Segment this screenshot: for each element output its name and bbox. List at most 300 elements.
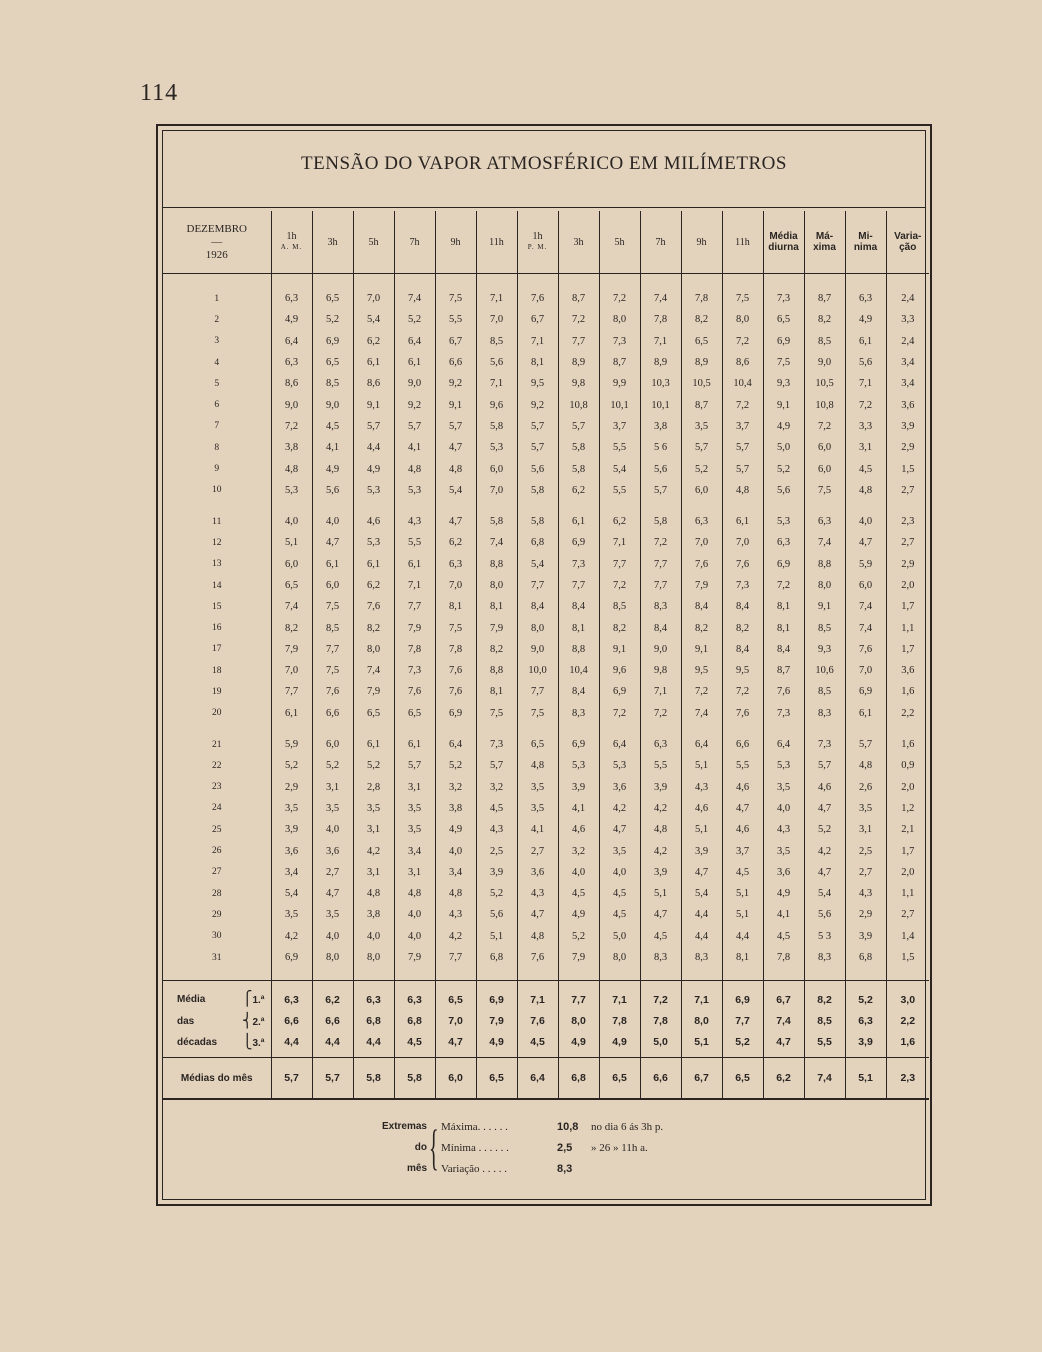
value-cell: 7,2 (640, 981, 681, 1011)
page-number: 114 (140, 80, 179, 106)
spacer-cell (163, 274, 271, 289)
day-cell: 27 (212, 867, 222, 878)
table-row (163, 681, 929, 702)
value-cell: 6,5 (353, 703, 394, 724)
value-cell: 7,2 (558, 309, 599, 330)
table-row (163, 734, 929, 755)
value-cell: 9,3 (804, 639, 845, 660)
table-row (163, 352, 929, 373)
value-cell: 7,8 (640, 1011, 681, 1032)
value-cell: 6,3 (394, 981, 435, 1011)
value-cell: 6,5 (435, 981, 476, 1011)
column-header (394, 211, 435, 274)
value-cell: 4,0 (353, 926, 394, 947)
value-cell: 4,4 (312, 1032, 353, 1058)
value-cell: 7,2 (640, 532, 681, 553)
value-cell: 8,1 (763, 617, 804, 638)
value-cell: 4,0 (845, 511, 886, 532)
value-cell: 6,3 (640, 734, 681, 755)
extremes-min-key: Mínima . . . . . . (441, 1142, 509, 1154)
decade-row (163, 1032, 929, 1058)
value-cell: 8,5 (804, 617, 845, 638)
value-cell: 8,5 (804, 681, 845, 702)
value-cell: 8,1 (476, 596, 517, 617)
value-cell: 2,3 (886, 1058, 929, 1100)
value-cell: 4,2 (640, 840, 681, 861)
value-cell: 3,5 (353, 798, 394, 819)
value-cell: 4,7 (435, 511, 476, 532)
value-cell: 4,7 (435, 437, 476, 458)
value-cell: 3,6 (271, 840, 312, 861)
value-cell: 6,3 (845, 288, 886, 309)
value-cell: 7,6 (435, 681, 476, 702)
value-cell: 3,8 (271, 437, 312, 458)
spacer-cell (599, 274, 640, 289)
spacer-cell (476, 501, 517, 511)
value-cell: 8,7 (558, 288, 599, 309)
value-cell: 7,2 (722, 681, 763, 702)
spacer-cell (845, 501, 886, 511)
value-cell: 5,1 (681, 1032, 722, 1058)
value-cell: 1,7 (886, 639, 929, 660)
value-cell: 8,6 (353, 373, 394, 394)
value-cell: 5,7 (476, 755, 517, 776)
spacer-cell (394, 274, 435, 289)
value-cell: 6,1 (845, 331, 886, 352)
value-cell: 5,2 (476, 883, 517, 904)
day-cell: 19 (212, 686, 222, 697)
spacer-cell (804, 274, 845, 289)
value-cell: 3,2 (558, 840, 599, 861)
value-cell: 6,9 (558, 734, 599, 755)
value-cell: 6,3 (353, 981, 394, 1011)
value-cell: 7,2 (599, 575, 640, 596)
value-cell: 5,1 (845, 1058, 886, 1100)
day-cell: 1 (214, 293, 220, 304)
value-cell: 4,5 (517, 1032, 558, 1058)
value-cell: 5,6 (845, 352, 886, 373)
value-cell: 4,5 (763, 926, 804, 947)
value-cell: 6,6 (271, 1011, 312, 1032)
column-header (312, 211, 353, 274)
spacer-cell (435, 501, 476, 511)
value-cell: 3,5 (271, 904, 312, 925)
value-cell: 6,0 (804, 437, 845, 458)
value-cell: 6,3 (681, 511, 722, 532)
value-cell: 5,6 (763, 480, 804, 501)
value-cell: 5,2 (353, 755, 394, 776)
value-cell: 9,0 (517, 639, 558, 660)
spacer-cell (845, 724, 886, 734)
value-cell: 5,4 (353, 309, 394, 330)
value-cell: 5,4 (271, 883, 312, 904)
value-cell: 8,5 (804, 1011, 845, 1032)
column-header-sub: diurna (768, 242, 799, 253)
value-cell: 5,9 (845, 554, 886, 575)
value-cell: 6,1 (394, 734, 435, 755)
value-cell: 4,1 (558, 798, 599, 819)
value-cell: 7,8 (763, 947, 804, 968)
value-cell: 7,0 (476, 309, 517, 330)
column-header-main: Varia- (894, 231, 922, 242)
value-cell: 6,4 (271, 331, 312, 352)
value-cell: 3,9 (640, 862, 681, 883)
spacer-cell (271, 274, 312, 289)
value-cell: 7,1 (394, 575, 435, 596)
extremes-var-key: Variação . . . . . (441, 1163, 507, 1175)
value-cell: 5,0 (599, 926, 640, 947)
value-cell: 2,5 (845, 840, 886, 861)
value-cell: 4,8 (394, 883, 435, 904)
value-cell: 5,6 (312, 480, 353, 501)
value-cell: 3,1 (845, 437, 886, 458)
value-cell: 4,4 (353, 437, 394, 458)
value-cell: 4,6 (722, 819, 763, 840)
value-cell: 4,2 (804, 840, 845, 861)
extremes-min-row (441, 1142, 648, 1154)
value-cell: 3,4 (886, 373, 929, 394)
value-cell: 8,4 (640, 617, 681, 638)
table-row (163, 437, 929, 458)
value-cell: 3,9 (886, 416, 929, 437)
value-cell: 3,5 (517, 798, 558, 819)
value-cell: 6,3 (271, 288, 312, 309)
value-cell: 5,6 (640, 458, 681, 479)
value-cell: 8,0 (353, 947, 394, 968)
spacer-cell (271, 501, 312, 511)
value-cell: 7,7 (312, 639, 353, 660)
day-cell: 23 (212, 782, 222, 793)
extremes-var-value: 8,3 (557, 1163, 573, 1175)
value-cell: 4,2 (435, 926, 476, 947)
value-cell: 7,2 (722, 394, 763, 415)
value-cell: 1,7 (886, 840, 929, 861)
column-header-main: 9h (450, 236, 461, 248)
value-cell: 7,7 (517, 681, 558, 702)
column-header-main: Média (769, 231, 798, 242)
value-cell: 5,3 (353, 532, 394, 553)
value-cell: 4,5 (599, 883, 640, 904)
day-cell: 5 (214, 378, 220, 389)
decade-brace: ⎩ (241, 1034, 253, 1050)
value-cell: 6,7 (435, 331, 476, 352)
value-cell: 6,0 (435, 1058, 476, 1100)
value-cell: 7,9 (681, 575, 722, 596)
spacer-cell (353, 501, 394, 511)
table-row (163, 480, 929, 501)
spacer-cell (271, 968, 312, 981)
value-cell: 7,7 (558, 331, 599, 352)
value-cell: 6,5 (763, 309, 804, 330)
value-cell: 5,8 (394, 1058, 435, 1100)
extremes-min-value: 2,5 (557, 1142, 573, 1154)
header-row (163, 211, 929, 274)
day-cell: 28 (212, 888, 222, 899)
value-cell: 7,4 (476, 532, 517, 553)
value-cell: 7,0 (435, 575, 476, 596)
value-cell: 4,3 (435, 904, 476, 925)
spacer-cell (476, 274, 517, 289)
value-cell: 7,0 (435, 1011, 476, 1032)
value-cell: 4,0 (763, 798, 804, 819)
value-cell: 7,8 (681, 288, 722, 309)
value-cell: 4,1 (517, 819, 558, 840)
value-cell: 5,8 (640, 511, 681, 532)
value-cell: 5,6 (476, 904, 517, 925)
value-cell: 9,0 (271, 394, 312, 415)
value-cell: 7,0 (722, 532, 763, 553)
value-cell: 7,3 (394, 660, 435, 681)
day-cell: 20 (212, 708, 222, 719)
value-cell: 5,3 (763, 511, 804, 532)
column-header-main: 1h (532, 231, 543, 242)
table-row (163, 554, 929, 575)
column-header (271, 211, 312, 274)
spacer-cell (722, 501, 763, 511)
value-cell: 7,7 (599, 554, 640, 575)
value-cell: 7,4 (845, 596, 886, 617)
value-cell: 8,4 (722, 596, 763, 617)
value-cell: 8,8 (804, 554, 845, 575)
spacer-cell (353, 274, 394, 289)
value-cell: 9,2 (435, 373, 476, 394)
value-cell: 4,9 (435, 819, 476, 840)
value-cell: 4,5 (640, 926, 681, 947)
spacer-cell (435, 274, 476, 289)
value-cell: 4,9 (312, 458, 353, 479)
value-cell: 3,6 (599, 777, 640, 798)
value-cell: 5,1 (271, 532, 312, 553)
value-cell: 2,9 (886, 437, 929, 458)
value-cell: 5,7 (312, 1058, 353, 1100)
spacer-cell (804, 501, 845, 511)
value-cell: 3,9 (271, 819, 312, 840)
value-cell: 5,2 (435, 755, 476, 776)
value-cell: 4,5 (394, 1032, 435, 1058)
day-cell: 25 (212, 824, 222, 835)
monthly-row (163, 1058, 929, 1100)
value-cell: 9,5 (517, 373, 558, 394)
value-cell: 1,6 (886, 1032, 929, 1058)
value-cell: 8,0 (681, 1011, 722, 1032)
spacer-cell (804, 968, 845, 981)
decade-name: 3.ª (252, 1037, 265, 1049)
value-cell: 10,0 (517, 660, 558, 681)
value-cell: 8,3 (681, 947, 722, 968)
value-cell: 6,5 (517, 734, 558, 755)
value-cell: 7,7 (558, 981, 599, 1011)
value-cell: 3,9 (845, 926, 886, 947)
value-cell: 7,1 (640, 681, 681, 702)
value-cell: 6,8 (394, 1011, 435, 1032)
value-cell: 5,8 (558, 458, 599, 479)
value-cell: 2,4 (886, 331, 929, 352)
value-cell: 6,5 (312, 288, 353, 309)
month-extremes (371, 1121, 831, 1181)
column-header-main: 5h (368, 236, 379, 248)
value-cell: 4,5 (599, 904, 640, 925)
value-cell: 3,1 (312, 777, 353, 798)
value-cell: 3,5 (271, 798, 312, 819)
decade-label-cell (163, 1032, 271, 1058)
value-cell: 8,2 (681, 309, 722, 330)
value-cell: 6,1 (353, 352, 394, 373)
value-cell: 8,4 (517, 596, 558, 617)
value-cell: 7,4 (804, 532, 845, 553)
table-row (163, 798, 929, 819)
value-cell: 9,0 (640, 639, 681, 660)
day-cell: 21 (212, 739, 222, 750)
value-cell: 7,3 (763, 288, 804, 309)
column-header (845, 211, 886, 274)
value-cell: 7,7 (435, 947, 476, 968)
decade-caption: décadas (177, 1036, 218, 1048)
extremes-max-value: 10,8 (557, 1121, 579, 1133)
value-cell: 7,3 (804, 734, 845, 755)
table-title: TENSÃO DO VAPOR ATMOSFÉRICO EM MILÍMETROS (301, 153, 787, 174)
extremes-max-row (441, 1121, 663, 1133)
spacer-cell (804, 724, 845, 734)
value-cell: 7,9 (271, 639, 312, 660)
value-cell: 5,7 (681, 437, 722, 458)
value-cell: 5,2 (722, 1032, 763, 1058)
value-cell: 4,0 (558, 862, 599, 883)
value-cell: 4,9 (353, 458, 394, 479)
value-cell: 1,4 (886, 926, 929, 947)
value-cell: 4,3 (763, 819, 804, 840)
value-cell: 4,8 (394, 458, 435, 479)
value-cell: 5,1 (476, 926, 517, 947)
value-cell: 8,3 (558, 703, 599, 724)
value-cell: 3,5 (394, 798, 435, 819)
value-cell: 4,0 (312, 926, 353, 947)
value-cell: 2,7 (886, 480, 929, 501)
value-cell: 6,3 (271, 352, 312, 373)
value-cell: 8,8 (558, 639, 599, 660)
value-cell: 7,5 (312, 660, 353, 681)
value-cell: 7,0 (681, 532, 722, 553)
value-cell: 6,2 (435, 532, 476, 553)
value-cell: 8,3 (640, 947, 681, 968)
value-cell: 4,7 (312, 883, 353, 904)
spacer-cell (435, 968, 476, 981)
extremes-min-note: » 26 » 11h a. (591, 1142, 648, 1154)
value-cell: 4,0 (435, 840, 476, 861)
column-header-sub: ção (899, 242, 917, 253)
value-cell: 4,4 (681, 926, 722, 947)
value-cell: 9,0 (394, 373, 435, 394)
value-cell: 5,5 (722, 755, 763, 776)
value-cell: 3,9 (640, 777, 681, 798)
value-cell: 6,1 (845, 703, 886, 724)
value-cell: 6,1 (394, 352, 435, 373)
spacer-cell (271, 724, 312, 734)
value-cell: 7,1 (599, 981, 640, 1011)
value-cell: 2,9 (886, 554, 929, 575)
value-cell: 4,2 (640, 798, 681, 819)
value-cell: 7,8 (435, 639, 476, 660)
value-cell: 4,4 (722, 926, 763, 947)
value-cell: 3,3 (845, 416, 886, 437)
value-cell: 4,6 (558, 819, 599, 840)
value-cell: 8,0 (517, 617, 558, 638)
column-header (886, 211, 929, 274)
year-label: 1926 (205, 248, 228, 261)
value-cell: 6,9 (558, 532, 599, 553)
value-cell: 9,0 (312, 394, 353, 415)
value-cell: 8,0 (558, 1011, 599, 1032)
value-cell: 7,7 (271, 681, 312, 702)
table-row (163, 904, 929, 925)
value-cell: 4,0 (394, 926, 435, 947)
day-cell: 17 (212, 644, 222, 655)
value-cell: 10,1 (640, 394, 681, 415)
spacer-cell (640, 968, 681, 981)
value-cell: 9,8 (558, 373, 599, 394)
spacer-cell (312, 501, 353, 511)
value-cell: 8,4 (681, 596, 722, 617)
extremes-label-1: Extremas (381, 1121, 427, 1132)
month-header (163, 211, 271, 274)
value-cell: 6,5 (394, 703, 435, 724)
value-cell: 7,4 (845, 617, 886, 638)
day-cell: 2 (214, 314, 220, 325)
value-cell: 6,4 (517, 1058, 558, 1100)
table-row (163, 532, 929, 553)
value-cell: 9,1 (435, 394, 476, 415)
value-cell: 4,8 (640, 819, 681, 840)
value-cell: 7,8 (640, 309, 681, 330)
value-cell: 6,1 (271, 703, 312, 724)
column-header-main: 9h (696, 236, 707, 248)
value-cell: 4,7 (681, 862, 722, 883)
value-cell: 8,0 (353, 639, 394, 660)
column-header (558, 211, 599, 274)
value-cell: 7,7 (558, 575, 599, 596)
spacer-row (163, 968, 929, 981)
value-cell: 4,5 (312, 416, 353, 437)
value-cell: 6,6 (640, 1058, 681, 1100)
value-cell: 7,2 (845, 394, 886, 415)
value-cell: 4,1 (763, 904, 804, 925)
spacer-cell (394, 501, 435, 511)
value-cell: 3,5 (517, 777, 558, 798)
value-cell: 9,6 (599, 660, 640, 681)
value-cell: 4,5 (558, 883, 599, 904)
value-cell: 7,0 (476, 480, 517, 501)
value-cell: 6,1 (558, 511, 599, 532)
extremes-label-3: mês (406, 1163, 427, 1174)
value-cell: 9,9 (599, 373, 640, 394)
value-cell: 4,2 (353, 840, 394, 861)
spacer-cell (599, 968, 640, 981)
value-cell: 5,7 (558, 416, 599, 437)
extremes-var-row (441, 1163, 591, 1175)
value-cell: 3,4 (886, 352, 929, 373)
column-header-main: 7h (655, 236, 666, 248)
value-cell: 8,2 (804, 981, 845, 1011)
value-cell: 7,6 (681, 554, 722, 575)
value-cell: 6,3 (804, 511, 845, 532)
value-cell: 8,5 (312, 373, 353, 394)
table-row (163, 458, 929, 479)
spacer-cell (640, 274, 681, 289)
value-cell: 4,3 (517, 883, 558, 904)
value-cell: 6,9 (763, 554, 804, 575)
value-cell: 2,7 (517, 840, 558, 861)
value-cell: 4,7 (763, 1032, 804, 1058)
value-cell: 1,1 (886, 617, 929, 638)
